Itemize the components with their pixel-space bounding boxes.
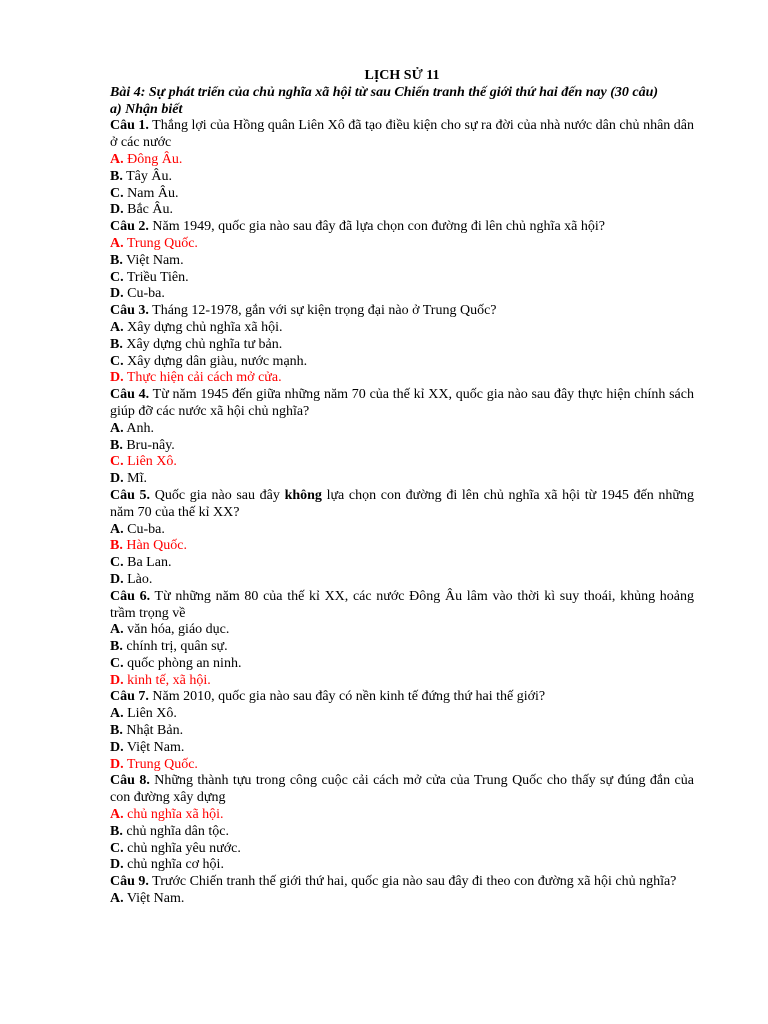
question-text: Từ những năm 80 của thế kỉ XX, các nước Đông Âu lâm vào thời kì suy thoái, khủng hoảng trầm trọng về [110, 588, 694, 621]
question [110, 303, 694, 320]
option-text: Triều Tiên. [123, 269, 189, 285]
section-heading: a) Nhận biết [110, 101, 183, 117]
answer-option [110, 572, 694, 589]
answer-option-correct [110, 454, 694, 471]
question-label: Câu 3. [110, 303, 149, 319]
option-letter: D. [110, 370, 124, 386]
answer-option [110, 622, 694, 639]
option-text: Việt Nam. [123, 739, 185, 755]
question-text: Từ năm 1945 đến giữa những năm 70 của thế kỉ XX, quốc gia nào sau đây thực hiện chính sách giúp đỡ các nước xã hội chủ nghĩa? [110, 387, 694, 419]
option-text: Xây dựng chủ nghĩa tư bản. [122, 336, 283, 352]
answer-option-correct [110, 673, 694, 690]
option-text: Việt Nam. [122, 252, 184, 268]
answer-option [110, 639, 694, 656]
answer-option [110, 471, 694, 488]
answer-option-correct [110, 370, 694, 387]
document-title: LỊCH SỬ 11 [364, 68, 440, 83]
question-text: Thắng lợi của Hồng quân Liên Xô đã tạo điều kiện cho sự ra đời của nhà nước dân chủ nhân dân ở các nước [110, 118, 695, 151]
option-letter: A. [110, 891, 124, 907]
option-letter: D. [110, 471, 124, 487]
option-text: Xây dựng dân giàu, nước mạnh. [123, 353, 308, 369]
question [110, 488, 694, 522]
answer-option [110, 202, 694, 219]
option-text: kinh tế, xã hội. [123, 672, 211, 688]
question-text: lựa chọn con đường đi lên chủ nghĩa xã hội từ 1945 đến những năm 70 của thế kỉ XX? [110, 487, 694, 520]
option-text: Tây Âu. [122, 168, 172, 184]
answer-option [110, 723, 694, 740]
answer-option [110, 320, 694, 337]
option-text: Liên Xô. [123, 454, 177, 470]
question-label: Câu 4. [110, 387, 150, 403]
option-letter: D. [110, 202, 124, 218]
option-text: quốc phòng an ninh. [123, 655, 242, 671]
option-text: Thực hiện cải cách mở cửa. [123, 370, 282, 386]
option-letter: B. [110, 437, 123, 453]
question [110, 874, 694, 891]
question-keyword: không [284, 487, 322, 503]
answer-option [110, 891, 694, 908]
option-text: chủ nghĩa dân tộc. [122, 823, 229, 839]
document-page [110, 68, 694, 908]
answer-option [110, 841, 694, 858]
option-letter: D. [110, 739, 124, 755]
answer-option-correct [110, 236, 694, 253]
question [110, 589, 694, 623]
option-letter: C. [110, 185, 124, 201]
question-label: Câu 1. [110, 118, 149, 134]
option-letter: D. [110, 756, 124, 772]
option-text: Anh. [123, 420, 154, 436]
option-text: chủ nghĩa yêu nước. [123, 840, 241, 856]
answer-option [110, 169, 694, 186]
option-letter: A. [110, 319, 124, 335]
question-label: Câu 2. [110, 219, 149, 235]
option-letter: A. [110, 235, 124, 251]
option-letter: A. [110, 521, 124, 537]
answer-option [110, 354, 694, 371]
answer-option [110, 706, 694, 723]
question [110, 387, 694, 421]
question [110, 118, 694, 152]
option-text: Xây dựng chủ nghĩa xã hội. [123, 319, 283, 335]
option-letter: C. [110, 454, 124, 470]
question-label: Câu 5. [110, 487, 151, 503]
option-text: Nam Âu. [123, 185, 179, 201]
option-text: Hàn Quốc. [122, 538, 187, 554]
question [110, 219, 694, 236]
option-letter: A. [110, 151, 124, 167]
question [110, 773, 694, 807]
answer-option-correct [110, 807, 694, 824]
option-letter: C. [110, 353, 124, 369]
option-letter: A. [110, 622, 124, 638]
option-letter: A. [110, 706, 124, 722]
question-text: Những thành tựu trong công cuộc cải cách mở cửa của Trung Quốc cho thấy sự đúng đắn của con đường xây dựng [110, 773, 694, 806]
answer-option [110, 286, 694, 303]
answer-option [110, 253, 694, 270]
question [110, 689, 694, 706]
question-text: Quốc gia nào sau đây [150, 487, 285, 503]
answer-option [110, 857, 694, 874]
option-letter: B. [110, 823, 123, 839]
option-text: Ba Lan. [123, 555, 172, 571]
option-letter: D. [110, 857, 124, 873]
option-letter: C. [110, 555, 124, 571]
answer-option [110, 740, 694, 757]
option-text: chủ nghĩa xã hội. [123, 807, 224, 823]
answer-option [110, 438, 694, 455]
question-text: Năm 1949, quốc gia nào sau đây đã lựa chọn con đường đi lên chủ nghĩa xã hội? [148, 219, 605, 235]
option-letter: B. [110, 168, 123, 184]
answer-option [110, 522, 694, 539]
option-letter: D. [110, 672, 124, 688]
option-text: Lào. [123, 571, 153, 587]
option-letter: C. [110, 840, 124, 856]
option-text: chính trị, quân sự. [122, 639, 228, 655]
option-letter: B. [110, 639, 123, 655]
answer-option [110, 337, 694, 354]
option-text: Bru-nây. [122, 437, 175, 453]
question-label: Câu 6. [110, 588, 151, 604]
option-text: Trung Quốc. [123, 235, 198, 251]
answer-option [110, 656, 694, 673]
answer-option [110, 186, 694, 203]
answer-option [110, 555, 694, 572]
option-letter: A. [110, 420, 124, 436]
option-text: chủ nghĩa cơ hội. [123, 857, 224, 873]
option-text: Liên Xô. [123, 706, 177, 722]
answer-option-correct [110, 538, 694, 555]
lesson-heading: Bài 4: Sự phát triển của chủ nghĩa xã hội từ sau Chiến tranh thế giới thứ hai đến nay (30 câu) [110, 84, 659, 100]
question-text: Năm 2010, quốc gia nào sau đây có nền kinh tế đứng thứ hai thế giới? [148, 689, 546, 705]
option-letter: C. [110, 269, 124, 285]
option-text: văn hóa, giáo dục. [123, 622, 230, 638]
option-letter: B. [110, 252, 123, 268]
question-label: Câu 9. [110, 874, 149, 890]
option-letter: D. [110, 571, 124, 587]
answer-option [110, 421, 694, 438]
answer-option [110, 270, 694, 287]
question-label: Câu 8. [110, 773, 150, 789]
option-text: Mĩ. [123, 471, 147, 487]
option-letter: B. [110, 336, 123, 352]
option-letter: C. [110, 655, 124, 671]
question-label: Câu 7. [110, 689, 149, 705]
option-letter: A. [110, 807, 124, 823]
option-text: Cu-ba. [123, 286, 165, 302]
option-letter: D. [110, 286, 124, 302]
answer-option-correct [110, 757, 694, 774]
option-text: Việt Nam. [123, 891, 185, 907]
question-list [110, 118, 694, 907]
question-text: Tháng 12-1978, gắn với sự kiện trọng đại nào ở Trung Quốc? [148, 303, 497, 319]
question-text: Trước Chiến tranh thế giới thứ hai, quốc gia nào sau đây đi theo con đường xã hội chủ nghĩa? [148, 874, 677, 890]
option-letter: B. [110, 538, 123, 554]
answer-option [110, 824, 694, 841]
option-text: Trung Quốc. [123, 756, 198, 772]
option-text: Bắc Âu. [123, 202, 174, 218]
option-letter: B. [110, 723, 123, 739]
option-text: Nhật Bản. [122, 723, 184, 739]
option-text: Cu-ba. [123, 521, 165, 537]
option-text: Đông Âu. [123, 151, 183, 167]
answer-option-correct [110, 152, 694, 169]
